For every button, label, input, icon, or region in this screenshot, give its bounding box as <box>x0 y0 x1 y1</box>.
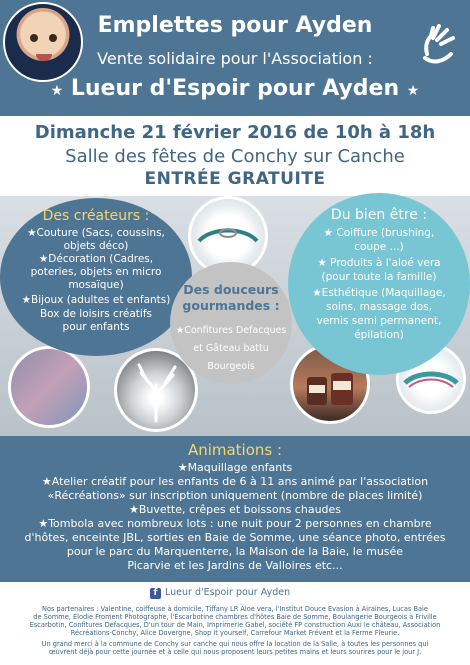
createurs-line: mosaïque) <box>68 279 124 291</box>
event-venue: Salle des fêtes de Conchy sur Canche <box>65 146 405 167</box>
douceurs-title: Des douceurs <box>183 282 279 297</box>
star-icon-right: ★ <box>406 83 420 99</box>
createurs-line: ★Bijoux (adultes et enfants) <box>21 294 171 306</box>
partners-line: Récréations-Conchy, Alice Dovergne, Shop it yourself, Carrefour Market Frévent et la Ferme Fleurie. <box>70 629 400 637</box>
createurs-line: objets déco) <box>63 240 129 252</box>
bien-etre-circle <box>288 193 470 375</box>
bien-etre-line: (pour toute la famille) <box>321 271 437 283</box>
createurs-title: Des créateurs : <box>42 208 150 224</box>
bien-etre-line: épilation) <box>354 329 404 341</box>
animation-line: d'hôtes, enceinte JBL, sorties en Baie de Somme, une séance photo, entrées <box>24 531 446 544</box>
bien-etre-line: ★Esthétique (Maquillage, <box>312 287 446 299</box>
animation-line: ★Tombola avec nombreux lots : une nuit pour 2 personnes en chambre <box>38 517 432 530</box>
header-banner <box>0 0 470 116</box>
douceurs-title-2: gourmandes : <box>182 298 280 313</box>
header-subtitle: Vente solidaire pour l'Association : <box>97 49 373 68</box>
facebook-link[interactable] <box>150 587 320 601</box>
facebook-page-name: Lueur d'Espoir pour Ayden <box>165 587 291 598</box>
bien-etre-line: ★ Coiffure (brushing, <box>323 227 435 239</box>
bien-etre-line: soins, massage dos, <box>325 301 432 313</box>
createurs-line: ★Décoration (Cadres, <box>38 253 154 265</box>
createurs-circle <box>0 198 192 356</box>
header-title: Emplettes pour Ayden <box>97 13 373 38</box>
thanks-line: Un grand merci à la commune de Conchy sur canche qui nous offre la location de la Salle, à toutes les personnes qui <box>41 640 429 648</box>
douceurs-line: et Gâteau battu <box>193 343 269 354</box>
douceurs-line: Bourgeois <box>207 361 255 372</box>
bien-etre-line: ★ Produits à l'aloé vera <box>317 257 441 269</box>
bags-photo <box>8 346 90 428</box>
thanks-line: œuvrent déjà pour cette journée et à celle qui nous proposent leurs petites mains et leurs sourires pour le jour J. <box>48 648 422 656</box>
animations-title: Animations : <box>187 441 283 459</box>
animation-line: «Récréations» sur inscription uniquement (nombre de places limité) <box>47 489 423 502</box>
animation-line: Picarvie et les Jardins de Valloires etc... <box>127 559 343 572</box>
bien-etre-title: Du bien être : <box>330 207 428 223</box>
partners-line: Nos partenaires : Valentine, coiffeuse à domicile, Tiffany LR Aloe vera, l'Institut Douce Evasion à Airaines, Lucas Baie <box>42 605 428 613</box>
event-date: Dimanche 21 février 2016 de 10h à 18h <box>34 122 436 143</box>
partners-line: de Somme, Elodie Froment Photographe, l'Escarbotine chambres d'hôtes Baie de Somme, Boulangerie Bourgeois à Friville <box>33 613 437 621</box>
bien-etre-line: vernis semi permanent, <box>316 315 442 327</box>
animation-line: ★Atelier créatif pour les enfants de 6 à 11 ans animé par l'association <box>41 475 429 488</box>
facebook-icon: f <box>150 588 161 599</box>
association-name: Lueur d'Espoir pour Ayden <box>70 76 400 101</box>
star-icon-left: ★ <box>50 83 64 99</box>
animation-line: pour le parc du Marquenterre, la Maison de la Baie, le musée <box>66 545 404 558</box>
createurs-line: poteries, objets en micro <box>30 266 162 278</box>
event-entry: ENTRÉE GRATUITE <box>144 169 326 189</box>
animation-line: ★Maquillage enfants <box>177 461 293 474</box>
douceurs-circle <box>170 262 292 384</box>
animation-line: ★Buvette, crêpes et boissons chaudes <box>128 503 342 516</box>
createurs-line: pour enfants <box>62 321 130 333</box>
douceurs-line: ★Confitures Defacques <box>175 325 287 336</box>
createurs-line: Box de loisirs créatifs <box>39 308 153 320</box>
partners-line: Escarbotin, Confitures Defacques, D'un tour de Main, Imprimerie Gabel, société FP construction Auxi le château, Association <box>29 621 441 629</box>
createurs-line: ★Couture (Sacs, coussins, <box>27 227 165 239</box>
header-association <box>0 76 470 101</box>
bien-etre-line: coupe ...) <box>354 241 404 253</box>
